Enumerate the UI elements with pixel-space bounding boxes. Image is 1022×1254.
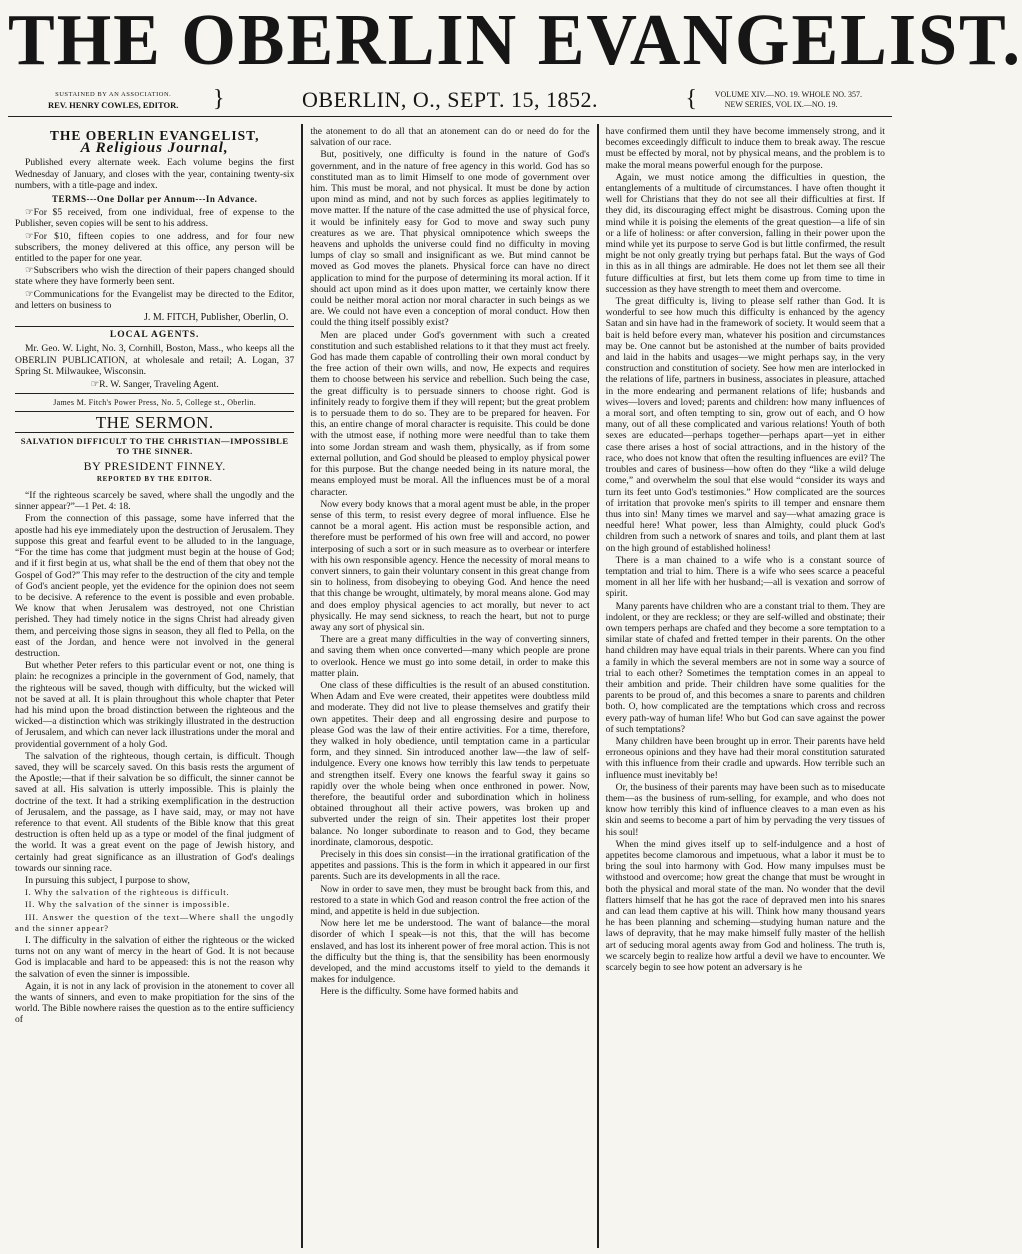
divider <box>15 411 294 412</box>
dateline-right <box>715 90 862 110</box>
paragraph: There are a great many difficulties in the way of converting sinners, and saving them when once converted—many which people are prone to overlook. Hence we must go into some detail, in order to make this matter plain. <box>310 634 590 679</box>
notice-3: ☞Subscribers who wish the direction of their papers changed should state where they have formerly been sent. <box>15 265 295 288</box>
paragraph: There is a man chained to a wife who is a constant source of temptation and trial to him. There is a wife who sees scarce a peaceful moment in all her life with her husband;—all is vexation and sorrow of spirit. <box>605 554 885 600</box>
dateline-volume: VOLUME XIV.—NO. 19. WHOLE NO. 357. <box>714 90 862 99</box>
paragraph: Here is the difficulty. Some have formed habits and <box>320 986 519 998</box>
agents-text: Mr. Geo. W. Light, No. 3, Cornhill, Boston, Mass., who keeps all the OBERLIN PUBLICATION, at wholesale and retail; A. Logan, 37 Spring St. Milwaukee, Wisconsin. <box>15 343 295 377</box>
notice-4: ☞Communications for the Evangelist may be directed to the Editor, and letters on business to <box>15 288 295 311</box>
column-1 <box>8 124 301 1248</box>
paragraph: Now every body knows that a moral agent must be able, in the proper sense of this term, to resist every degree of moral influence. Else he cannot be a moral agent. His action must be responsible action, and therefore must be performed of his own free will and accord, no power interposing of such a sort or in such measure as to overbear or interfere with his own responsible agency. Hence the necessity of moral means to convert sinners, to gain their voluntary consent in this great change from sin to holiness, from disobeying to obeying God. And hence the need that this change be wrought, ultimately, by moral means alone. God may and does employ physical agencies to act morally, but never to act physically. He may send sickness, to reach the heart, but not to purge away any sort of physical sin. <box>310 498 590 633</box>
column-3 <box>599 124 892 1248</box>
paragraph: From the connection of this passage, some have inferred that the apostle had his eye immediately upon the destruction of Jerusalem. They suppose this great and fearful event to be alluded to in the language, “For the time has come that judgment must begin at the house of God; and if it first begin at us, what shall be the end of them that obey not the Gospel of God?” This may refer to the destruction of the city and temple of God's ancient people, yet the evidence for the opinion does not seem to be decisive. A reference to the event is possible and even probable. We know that when Jerusalem was destroyed, not one Christian perished. They had timely notice in the signs Christ had already given them, and perceiving those signs in season, they all fled to Pella, on the east of the Jordan, and hence were not involved in the general destruction. <box>15 513 295 659</box>
paragraph: The great difficulty is, living to please self rather than God. It is wonderful to see how much this difficulty is enhanced by the agency Satan and sin have had in the framework of society. It would seem that a bait is held before every man, whatever his position and circumstances may be. One cannot but be astonished at the number of baits provided and laid in the habits and usages—we might perhaps say, in the very construction and constitution of society. See how men are interlocked in the relations of life, partners in business, associates in pleasure, attached in the more endearing and permanent relations of life; husbands and wives—lovers and loved; parents and children: how many influences of a moral sort, and often tempting to sin, grow out of each, and O how many, out of all these complicated and various relations! Youth of both sexes are educated—perhaps together—perhaps apart—yet in either case there arises a host of social attractions, and in the history of the race, who does not know that often the resulting influences are evil? The troubles and cares of business—how often do they “like a wild deluge come,” and overwhelm the soul that else would “consider its ways and turn its feet unto God's testimonies.” How complicated are the sources of irritation that provoke men's spirits to ill temper and ensnare them thus into sin! Many times we marvel and say—what amazing grace is needful here! What power, less than Almighty, could pluck God's children from such a network of snares and toils, and plant them at last on the high ground of established holiness! <box>605 296 885 554</box>
paragraph: When the mind gives itself up to self-indulgence and a host of appetites become clamorous and impetuous, what a labor it must be to bring the soul into harmony with God. How many impulses must be withstood and overcome; how great the change that must be wrought in both the physical and moral state of the man. No wonder that the devil flatters himself that he has got the race of depraved men into his snares and can lead them captive at his will. Think how many thousand years he has been planning and scheming—studying human nature and the laws of depravity, that he may make himself fully master of the hellish art of seducing moral agents away from God and holiness. The truth is, we scarcely begin to realize how artful a devil we have to encounter. We scarcely begin to see how potent an adversary is he <box>605 838 885 974</box>
dateline-date: OBERLIN, O., SEPT. 15, 1852. <box>302 87 598 112</box>
paragraph: In pursuing this subject, I purpose to show, <box>25 874 190 886</box>
paragraph: Many parents have children who are a constant trial to them. They are indolent, or they are reckless; or they are self-willed and obstinate; their own tempers perhaps are chafed and they become a sore temptation to a similar state of chafed and fretted temper in their parents. On the other hand children may have equal trials in their parents. Where can you find a family in which the several members are not in some way a source of trial to each other? Sometimes the temptation comes in an appeal to their ambition and pride. Their children have some qualities for the parents to be proud of, and this becomes a snare to parents and children both. O, how complicated are the temptations which cross and recross every path-way of human life! Who but God can save against the power of such temptations? <box>605 600 885 735</box>
paragraph: The salvation of the righteous, though certain, is difficult. Though saved, they will be scarcely saved. On this basis rests the argument of the Apostle;—that if their salvation be so difficult, the sinner cannot be saved at all. His salvation is utterly impossible. This is plainly the doctrine of the text. It had a striking exemplification in the destruction of Jerusalem, and the passage, as I have said, may, or may not have reference to that event. All students of the Bible know that this great destruction is often held up as a type or model of the final judgment of the world. It was a great event on the page of Jewish history, and certainly had great significance as an illustration of God's dealings towards our sinning race. <box>15 750 295 874</box>
agents-title: LOCAL AGENTS. <box>109 330 200 341</box>
heading-2: II. Why the salvation of the sinner is impossible. <box>25 899 231 910</box>
paragraph: the atonement to do all that an atonement can do or need do for the salvation of our race. <box>310 126 590 149</box>
press-line: James M. Fitch's Power Press, No. 5, College st., Oberlin. <box>53 398 257 408</box>
journal-title: THE OBERLIN EVANGELIST, <box>49 128 260 143</box>
sermon-subtitle: SALVATION DIFFICULT TO THE CHRISTIAN—IMPOSSIBLE TO THE SINNER. <box>20 435 289 456</box>
paragraph: Again, it is not in any lack of provision in the atonement to cover all the wants of sinners, and even to make propitiation for the sins of the world. The Bible nowhere raises the question as to the entire sufficiency of <box>15 980 295 1026</box>
heading-1: I. Why the salvation of the righteous is difficult. <box>25 887 230 898</box>
paragraph: I. The difficulty in the salvation of either the righteous or the wicked turns not on any want of mercy in the heart of God. It is not because God is implacable and hard to be appeased: this is not the reason why the salvation of even the sinner is impossible. <box>15 935 295 980</box>
epigraph: “If the righteous scarcely be saved, where shall the ungodly and the sinner appear?”—1 Pet. 4: 18. <box>15 490 295 513</box>
journal-subtitle: A Religious Journal, <box>80 140 229 157</box>
notice-2: ☞For $10, fifteen copies to one address, and for four new subscribers, the money delivered at this office, any person will be entitled to the paper for one year. <box>15 230 295 265</box>
paragraph: Now here let me be understood. The want of balance—the moral disorder of which I speak—is not this, that the will has become enslaved, and has lost its inherent power of free moral action. This is not the difficulty but the thing is, that the sensibility has been enormously developed, and the mind accustoms itself to yield to the demands it makes for indulgence. <box>310 918 590 986</box>
paragraph: Again, we must notice among the difficulties in question, the entanglements of a multitude of circumstances. I have often thought it well for Christians that they do not see all their difficulties at first. If they did, its discouraging effect might be disastrous. Coming upon the mind while it is poising the elements of the great question—a life of sin or a life of holiness: or after conversion, falling in their power upon the mind while yet its purpose to serve God is but little confirmed, the result might be not only greatly trying but perhaps fatal. But the ways of God in this as in all things are admirable. He does not let them see all their future difficulties at first, but lets them come up from time to time in succession as they have strength to meet them and overcome. <box>605 171 885 295</box>
publisher: J. M. FITCH, Publisher, Oberlin, O. <box>144 312 289 324</box>
brace-left: } <box>213 86 225 112</box>
paragraph: Or, the business of their parents may have been such as to miseducate them—as the business of rum-selling, for example, and who does not know how terribly this kind of influence cleaves to a man even as his skin and seems to become a part of him by pervading the very tissues of his soul! <box>605 781 885 838</box>
paragraph: But, positively, one difficulty is found in the nature of God's government, and in the nature of free agency in this world. God has so constituted man as to limit Himself to one mode of government over him. This must be moral, and not physical. It must be done by action upon mind as mind, and not by such forces as applies legitimately to move matter. If the nature of the case admitted the use of physical force, it would be infinitely easy for God to move and sway such puny creatures as we are. That physical omnipotence which sweeps the heavens and upholds the universe could find no difficulty in moving lumps of clay so small and insignificant as we. But mind cannot be moved as God moves the planets. Physical force can have no direct application to mind for the purpose of determining its moral action. If it should act upon mind as it does upon matter, we certainly know there could be neither moral action nor moral character in such beings as we are. We could not have even a conception of moral conduct. How then could the thing itself possibly exist? <box>310 149 590 329</box>
divider <box>15 393 294 394</box>
dateline-editor: REV. HENRY COWLES, EDITOR. <box>48 100 179 110</box>
masthead-title: THE OBERLIN EVANGELIST. <box>8 0 1022 81</box>
divider <box>15 326 294 327</box>
dateline-association: SUSTAINED BY AN ASSOCIATION. <box>55 91 172 98</box>
sermon-byline: BY PRESIDENT FINNEY. <box>83 458 226 473</box>
reported-by: REPORTED BY THE EDITOR. <box>96 474 213 483</box>
brace-right: { <box>685 86 697 112</box>
paragraph: One class of these difficulties is the result of an abused constitution. When Adam and Eve were created, their appetites were doubtless mild and moderate. They did not live to please themselves and gratify their own appetites. Their deep and all engrossing desire and purpose to please God was the law of their entire activities. For a time, therefore, they walked in holy obedience, until temptation came in a particular form, and they sinned. Sin introduced another law—the law of self-indulgence. Every one knows how terribly this law tends to perpetuate and strengthen itself. Every one knows the fearful sway it gains so rapidly over the whole being when once enthroned in power. Now, therefore, the beautiful order and subordination which in holiness obtained throughout all their active powers, was broken up and subverted under the reign of sin. Their appetites lost their proper balance. No longer subordinate to reason and to God, they became inordinate, clamorous, despotic. <box>310 679 590 848</box>
dateline <box>8 82 892 117</box>
terms: TERMS---One Dollar per Annum---In Advance. <box>51 194 258 205</box>
dateline-series: NEW SERIES, VOL IX.—NO. 19. <box>724 100 838 109</box>
notice-1: ☞For $5 received, from one individual, free of expense to the Publisher, seven copies will be sent to his address. <box>15 207 295 230</box>
column-2 <box>303 124 596 1248</box>
paragraph: Many children have been brought up in error. Their parents have held erroneous opinions and they have had their moral constitution saturated with this influence from their cradle and upwards. How terrible such an influence must inevitably be! <box>605 735 885 781</box>
paragraph: Now in order to save men, they must be brought back from this, and restored to a state in which God and reason control the free action of the mind, and appetite is held in due subjection. <box>310 883 590 918</box>
paragraph: Men are placed under God's government with such a created constitution and such established relations to it that they must act freely. God has made them capable of controlling their own moral conduct by the free action of their own wills, and now, He expects and requires them to choose between his service and rebellion. Such being the case, the great difficulty is to persuade sinners to choose right. God is infinitely ready to forgive them if they will repent; but the great problem is to persuade them to do so. They are to be prepared for heaven. For this, an entire change of moral character is requisite. This could be done with the utmost ease, if nothing more were needful than to take them into some Jordan stream and wash them, physically, as if from some external pollution, and God should be pleased to employ physical power for this purpose. But the change needed being in its nature moral, the means employed must be moral. All the influences must be of a moral character. <box>310 329 590 498</box>
paragraph: Precisely in this does sin consist—in the irrational gratification of the appetites and passions. This is the form in which it appeared in our first parents. Such are its developments in all the race. <box>310 849 590 883</box>
paragraph: But whether Peter refers to this particular event or not, one thing is plain: he recognizes a principle in the government of God, namely, that the righteous will be saved, though with difficulty, but the wicked will not be saved at all. It is plain throughout this whole chapter that Peter had his mind upon the broad distinction between the righteous and the wicked—a distinction which was strikingly illustrated in the destruction of Jerusalem, and which can never lack illustrations under the moral and providential government of a holy God. <box>15 660 295 750</box>
columns <box>8 124 892 1248</box>
heading-3: III. Answer the question of the text—Where shall the ungodly and the sinner appear? <box>15 911 295 933</box>
sermon-title: THE SERMON. <box>95 413 214 433</box>
journal-intro: Published every alternate week. Each volume begins the first Wednesday of January, and closes with the year, containing twenty-six numbers, with a title-page and index. <box>15 157 295 191</box>
paragraph: have confirmed them until they have become immensely strong, and it becomes exceedingly difficult to induce them to break away. The rescue must be effected by moral, not by physical means, and the problem is to make the moral means powerful enough for the purpose. <box>605 126 885 171</box>
traveling-agent: ☞R. W. Sanger, Traveling Agent. <box>90 379 219 391</box>
